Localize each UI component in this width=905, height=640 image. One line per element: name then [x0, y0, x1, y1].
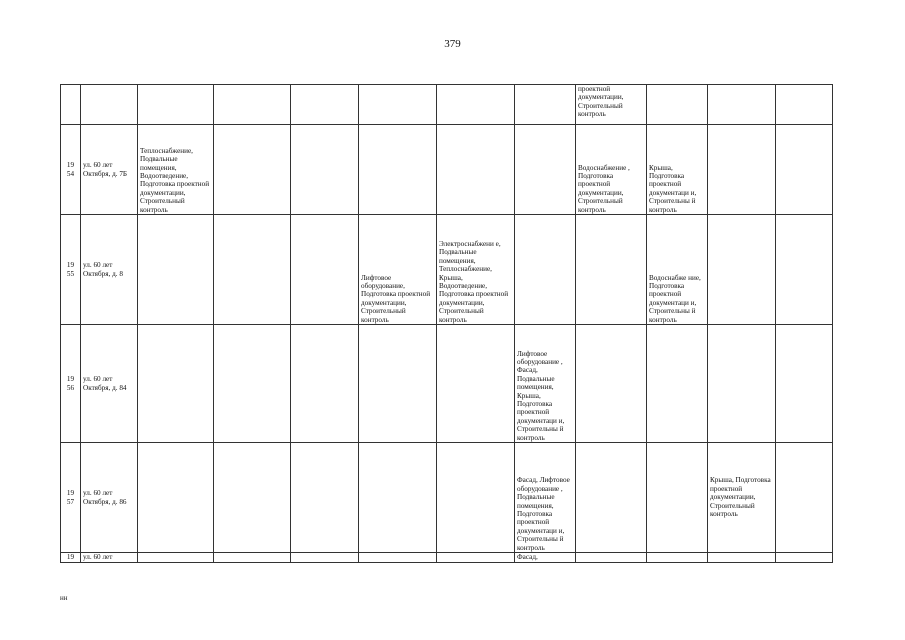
table-row — [61, 443, 833, 553]
row-number: 19 54 — [61, 125, 81, 215]
capital-repair-table — [60, 84, 833, 563]
work-cell — [138, 553, 214, 563]
address-cell: ул. 60 лет Октября, д. 7Б — [81, 125, 138, 215]
work-cell — [515, 85, 576, 125]
work-cell — [708, 125, 776, 215]
work-cell — [359, 553, 437, 563]
work-cell — [291, 85, 359, 125]
work-cell: Крыша, Подготовка проектной документаци и, Строительны й контроль — [647, 125, 708, 215]
work-cell — [576, 443, 647, 553]
work-cell — [647, 443, 708, 553]
work-cell — [138, 443, 214, 553]
work-cell: Теплоснабжение, Подвальные помещения, Водоотведение, Подготовка проектной документации, Строительный контроль — [138, 125, 214, 215]
table-row — [61, 125, 833, 215]
work-cell: Лифтовое оборудование, Подготовка проектной документации, Строительный контроль — [359, 215, 437, 325]
work-cell — [776, 325, 833, 443]
work-cell — [708, 553, 776, 563]
work-cell — [214, 325, 291, 443]
row-number — [61, 85, 81, 125]
work-cell: Водоснабжение , Подготовка проектной документации, Строительный контроль — [576, 125, 647, 215]
work-cell — [776, 443, 833, 553]
row-number: 19 57 — [61, 443, 81, 553]
address-cell: ул. 60 лет Октября, д. 86 — [81, 443, 138, 553]
work-cell: Электроснабжени е, Подвальные помещения, Теплоснабжение, Крыша, Водоотведение, Подготовка проектной документации, Строительный контроль — [437, 215, 515, 325]
work-cell — [291, 443, 359, 553]
work-cell — [138, 85, 214, 125]
work-cell: Фасад, — [515, 553, 576, 563]
work-cell — [359, 325, 437, 443]
work-cell — [776, 215, 833, 325]
work-cell: Крыша, Подготовка проектной документации, Строительный контроль — [708, 443, 776, 553]
work-cell — [576, 215, 647, 325]
work-cell — [708, 85, 776, 125]
address-cell: ул. 60 лет — [81, 553, 138, 563]
work-cell — [776, 125, 833, 215]
table-row — [61, 215, 833, 325]
work-cell — [214, 125, 291, 215]
work-cell — [359, 85, 437, 125]
work-cell — [437, 85, 515, 125]
work-cell — [515, 125, 576, 215]
work-cell — [214, 85, 291, 125]
work-cell — [214, 443, 291, 553]
work-cell — [437, 443, 515, 553]
work-cell — [647, 553, 708, 563]
work-cell — [138, 325, 214, 443]
work-cell — [647, 85, 708, 125]
work-cell: Фасад, Лифтовое оборудование , Подвальные помещения, Подготовка проектной документаци и, Строительны й контроль — [515, 443, 576, 553]
work-cell — [437, 553, 515, 563]
work-cell — [291, 325, 359, 443]
work-cell — [437, 325, 515, 443]
work-cell — [214, 553, 291, 563]
work-cell — [138, 215, 214, 325]
footer-mark: нн — [60, 594, 68, 602]
work-cell: Водоснабже ние, Подготовка проектной документаци и, Строительны й контроль — [647, 215, 708, 325]
work-cell: Лифтовое оборудование , Фасад, Подвальные помещения, Крыша, Подготовка проектной документаци и, Строительны й контроль — [515, 325, 576, 443]
work-cell — [776, 85, 833, 125]
work-cell — [291, 215, 359, 325]
address-cell: ул. 60 лет Октября, д. 8 — [81, 215, 138, 325]
work-cell — [776, 553, 833, 563]
work-cell — [291, 125, 359, 215]
table-row — [61, 85, 833, 125]
work-cell — [515, 215, 576, 325]
address-cell — [81, 85, 138, 125]
address-cell: ул. 60 лет Октября, д. 84 — [81, 325, 138, 443]
work-cell — [359, 125, 437, 215]
work-cell — [359, 443, 437, 553]
work-cell — [708, 325, 776, 443]
row-number: 19 — [61, 553, 81, 563]
work-cell: проектной документации, Строительный контроль — [576, 85, 647, 125]
work-cell — [214, 215, 291, 325]
table-row — [61, 325, 833, 443]
work-cell — [708, 215, 776, 325]
row-number: 19 55 — [61, 215, 81, 325]
work-cell — [291, 553, 359, 563]
work-cell — [576, 553, 647, 563]
work-cell — [647, 325, 708, 443]
work-cell — [576, 325, 647, 443]
row-number: 19 56 — [61, 325, 81, 443]
work-cell — [437, 125, 515, 215]
table-row — [61, 553, 833, 563]
page-number: 379 — [444, 38, 461, 50]
